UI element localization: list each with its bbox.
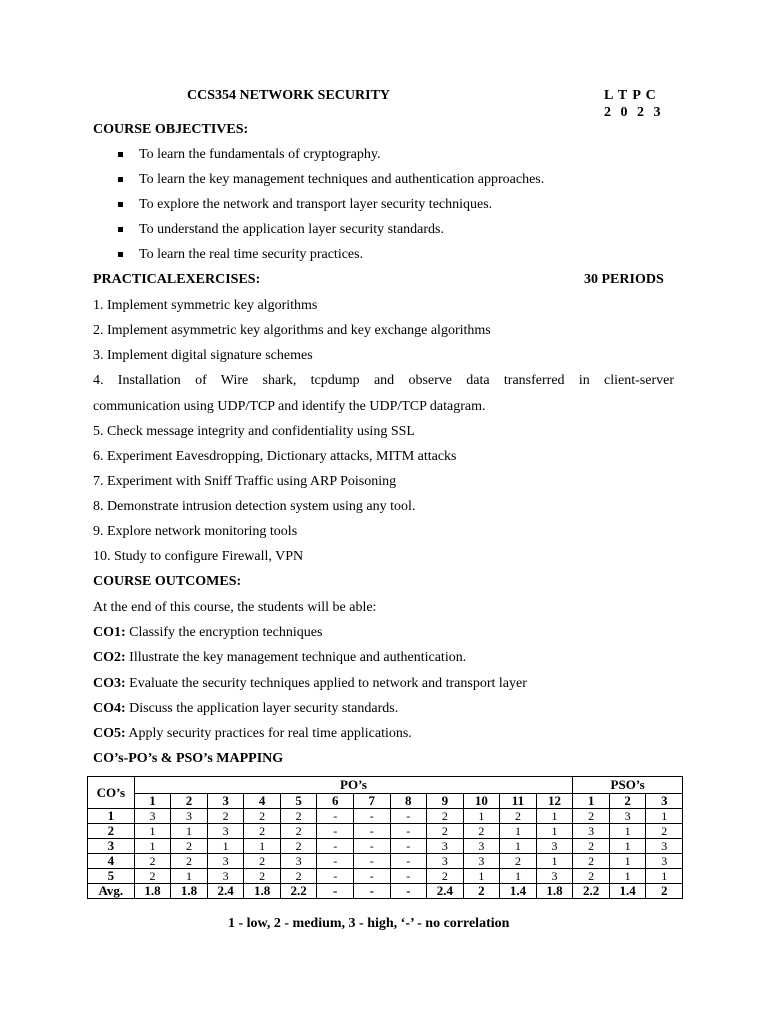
exercise-item-continued: communication using UDP/TCP and identify the UDP/TCP datagram. <box>93 399 486 414</box>
course-title: CCS354 NETWORK SECURITY <box>187 88 391 103</box>
column-number-row <box>88 794 683 809</box>
mapping-legend: 1 - low, 2 - medium, 3 - high, ‘-’ - no correlation <box>228 916 510 931</box>
table-cell: 2 <box>463 884 500 899</box>
avg-label: Avg. <box>88 884 135 899</box>
table-cell: 1 <box>536 854 573 869</box>
table-row <box>88 809 683 824</box>
table-cell: - <box>353 854 390 869</box>
po-group-header: PO’s <box>134 777 573 794</box>
table-cell: - <box>353 824 390 839</box>
table-cell: - <box>317 884 354 899</box>
co-label: 2 <box>88 824 135 839</box>
table-cell: 1 <box>609 854 646 869</box>
outcome-code: CO5: <box>93 726 126 741</box>
po-col-header: 3 <box>207 794 244 809</box>
exercise-item: 7. Experiment with Sniff Traffic using ARP Poisoning <box>93 474 397 489</box>
table-cell: 3 <box>207 824 244 839</box>
table-cell: 2 <box>134 869 171 884</box>
bullet-icon <box>118 252 123 257</box>
table-cell: 1.8 <box>171 884 208 899</box>
table-row <box>88 854 683 869</box>
po-col-header: 6 <box>317 794 354 809</box>
table-cell: 1 <box>646 869 683 884</box>
outcome-text: Illustrate the key management technique and authentication. <box>125 650 467 665</box>
table-cell: 2 <box>500 854 537 869</box>
pso-col-header: 3 <box>646 794 683 809</box>
table-cell: 3 <box>280 854 317 869</box>
objective-item: To learn the fundamentals of cryptography. <box>139 147 381 162</box>
table-cell: - <box>317 809 354 824</box>
table-cell: 1 <box>536 809 573 824</box>
table-cell: 2 <box>573 839 610 854</box>
po-col-header: 12 <box>536 794 573 809</box>
exercise-item: 8. Demonstrate intrusion detection system using any tool. <box>93 499 416 514</box>
table-cell: 1 <box>463 809 500 824</box>
exercise-item: 9. Explore network monitoring tools <box>93 524 298 539</box>
table-cell: 2.4 <box>207 884 244 899</box>
table-cell: 1.4 <box>500 884 537 899</box>
table-cell: - <box>390 854 427 869</box>
table-cell: 1.8 <box>536 884 573 899</box>
table-cell: 2 <box>427 809 464 824</box>
exercise-item: 1. Implement symmetric key algorithms <box>93 298 318 313</box>
table-cell: 1 <box>500 869 537 884</box>
table-cell: 2 <box>244 869 281 884</box>
table-cell: 2 <box>427 869 464 884</box>
table-cell: 1 <box>171 869 208 884</box>
co-label: 5 <box>88 869 135 884</box>
exercise-item: 5. Check message integrity and confidentiality using SSL <box>93 424 415 439</box>
bullet-icon <box>118 152 123 157</box>
pso-col-header: 1 <box>573 794 610 809</box>
table-cell: 2.2 <box>280 884 317 899</box>
table-cell: 3 <box>207 854 244 869</box>
table-cell: 3 <box>427 839 464 854</box>
outcome-code: CO4: <box>93 701 126 716</box>
table-cell: 2 <box>280 869 317 884</box>
table-cell: 1 <box>646 809 683 824</box>
exercise-item: 4. Installation of Wire shark, tcpdump and observe data transferred in client-server <box>93 373 674 388</box>
outcome-text: Discuss the application layer security standards. <box>125 701 399 716</box>
outcome-item <box>93 625 322 641</box>
practical-heading: PRACTICALEXERCISES: <box>93 272 261 287</box>
table-cell: - <box>317 869 354 884</box>
table-cell: - <box>317 854 354 869</box>
table-cell: - <box>317 824 354 839</box>
co-label: 3 <box>88 839 135 854</box>
table-cell: 3 <box>463 839 500 854</box>
table-cell: 1 <box>609 839 646 854</box>
objectives-heading: COURSE OBJECTIVES: <box>93 122 249 137</box>
table-cell: - <box>390 839 427 854</box>
table-cell: 2 <box>244 824 281 839</box>
outcome-item <box>93 701 398 717</box>
table-cell: 2 <box>573 854 610 869</box>
table-row <box>88 824 683 839</box>
table-cell: 3 <box>536 869 573 884</box>
table-cell: 3 <box>536 839 573 854</box>
cos-header: CO’s <box>88 777 135 809</box>
po-col-header: 1 <box>134 794 171 809</box>
table-cell: 3 <box>463 854 500 869</box>
table-cell: 3 <box>427 854 464 869</box>
outcome-item <box>93 676 527 692</box>
po-col-header: 8 <box>390 794 427 809</box>
bullet-icon <box>118 202 123 207</box>
table-cell: 3 <box>646 839 683 854</box>
pso-group-header: PSO’s <box>573 777 683 794</box>
table-cell: 2 <box>171 854 208 869</box>
table-cell: 2 <box>427 824 464 839</box>
table-cell: 1.4 <box>609 884 646 899</box>
outcome-text: Apply security practices for real time applications. <box>125 726 412 741</box>
bullet-icon <box>118 227 123 232</box>
outcome-code: CO3: <box>93 676 126 691</box>
mapping-table <box>87 776 683 899</box>
table-cell: 2 <box>573 869 610 884</box>
table-cell: 2 <box>646 824 683 839</box>
table-cell: 3 <box>573 824 610 839</box>
table-cell: 2 <box>280 809 317 824</box>
table-cell: 3 <box>609 809 646 824</box>
table-cell: 2 <box>500 809 537 824</box>
table-cell: - <box>390 869 427 884</box>
po-col-header: 10 <box>463 794 500 809</box>
table-cell: 1.8 <box>134 884 171 899</box>
table-cell: 2 <box>573 809 610 824</box>
table-cell: 2 <box>280 824 317 839</box>
co-label: 4 <box>88 854 135 869</box>
table-cell: 1.8 <box>244 884 281 899</box>
table-cell: 3 <box>207 869 244 884</box>
practical-periods: 30 PERIODS <box>584 272 664 287</box>
table-cell: - <box>353 839 390 854</box>
table-cell: - <box>353 884 390 899</box>
table-cell: 1 <box>609 869 646 884</box>
po-col-header: 4 <box>244 794 281 809</box>
table-cell: - <box>390 824 427 839</box>
table-cell: - <box>390 809 427 824</box>
table-row <box>88 839 683 854</box>
table-cell: 3 <box>646 854 683 869</box>
co-label: 1 <box>88 809 135 824</box>
outcome-item <box>93 726 412 742</box>
table-cell: 1 <box>500 824 537 839</box>
exercise-item: 2. Implement asymmetric key algorithms and key exchange algorithms <box>93 323 491 338</box>
table-cell: - <box>353 869 390 884</box>
table-cell: 3 <box>171 809 208 824</box>
average-row <box>88 884 683 899</box>
table-cell: 1 <box>244 839 281 854</box>
table-cell: 3 <box>134 809 171 824</box>
po-col-header: 7 <box>353 794 390 809</box>
table-cell: 2 <box>244 809 281 824</box>
table-cell: 1 <box>134 839 171 854</box>
table-cell: 1 <box>463 869 500 884</box>
mapping-heading: CO’s-PO’s & PSO’s MAPPING <box>93 751 284 766</box>
outcomes-intro: At the end of this course, the students will be able: <box>93 600 377 615</box>
table-cell: 2 <box>244 854 281 869</box>
table-cell: 2 <box>171 839 208 854</box>
pso-col-header: 2 <box>609 794 646 809</box>
outcome-item <box>93 650 466 666</box>
table-cell: - <box>317 839 354 854</box>
table-cell: - <box>390 884 427 899</box>
outcome-code: CO1: <box>93 625 126 640</box>
outcome-code: CO2: <box>93 650 126 665</box>
outcome-text: Evaluate the security techniques applied to network and transport layer <box>125 676 527 691</box>
objective-item: To learn the key management techniques and authentication approaches. <box>139 172 545 187</box>
table-cell: 1 <box>134 824 171 839</box>
exercise-item: 6. Experiment Eavesdropping, Dictionary attacks, MITM attacks <box>93 449 457 464</box>
exercise-item: 10. Study to configure Firewall, VPN <box>93 549 304 564</box>
table-cell: 1 <box>536 824 573 839</box>
outcomes-heading: COURSE OUTCOMES: <box>93 574 242 589</box>
po-col-header: 2 <box>171 794 208 809</box>
table-cell: 2 <box>646 884 683 899</box>
table-cell: 2 <box>207 809 244 824</box>
po-col-header: 5 <box>280 794 317 809</box>
table-cell: 1 <box>207 839 244 854</box>
po-col-header: 11 <box>500 794 537 809</box>
objective-item: To learn the real time security practices. <box>139 247 364 262</box>
table-cell: 2.2 <box>573 884 610 899</box>
outcome-text: Classify the encryption techniques <box>125 625 323 640</box>
objective-item: To understand the application layer security standards. <box>139 222 444 237</box>
table-cell: 1 <box>609 824 646 839</box>
table-cell: 2 <box>463 824 500 839</box>
table-cell: 2 <box>134 854 171 869</box>
ltpc-label: L T P C <box>604 88 657 103</box>
table-cell: 1 <box>500 839 537 854</box>
table-cell: 2 <box>280 839 317 854</box>
table-cell: 1 <box>171 824 208 839</box>
ltpc-values: 2 0 2 3 <box>604 105 664 120</box>
exercise-item: 3. Implement digital signature schemes <box>93 348 313 363</box>
table-cell: 2.4 <box>427 884 464 899</box>
bullet-icon <box>118 177 123 182</box>
objective-item: To explore the network and transport layer security techniques. <box>139 197 493 212</box>
table-row <box>88 869 683 884</box>
table-cell: - <box>353 809 390 824</box>
po-col-header: 9 <box>427 794 464 809</box>
